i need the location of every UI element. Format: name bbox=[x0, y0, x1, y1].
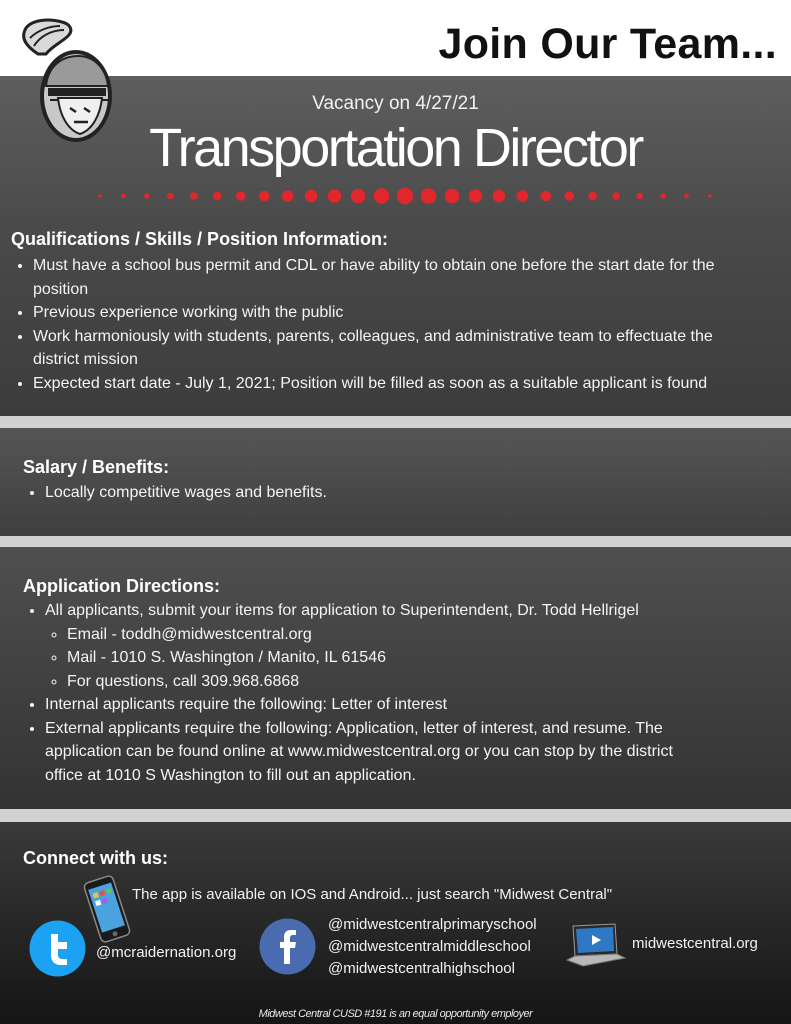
list-item: • Must have a school bus permit and CDL or have ability to obtain one before the start date for the position bbox=[33, 254, 751, 301]
divider-dot bbox=[374, 188, 390, 204]
divider-dot bbox=[282, 190, 294, 202]
divider-dot bbox=[328, 189, 342, 203]
salary-heading: Salary / Benefits: bbox=[23, 457, 170, 477]
divider-dot bbox=[259, 191, 270, 202]
application-list bbox=[23, 599, 713, 787]
list-item: • Expected start date - July 1, 2021; Position will be filled as soon as a suitable applicant is found bbox=[33, 372, 751, 396]
list-item: • Locally competitive wages and benefits. bbox=[45, 481, 763, 505]
qualifications-list bbox=[11, 254, 751, 395]
divider bbox=[0, 416, 791, 428]
divider-dot bbox=[708, 194, 712, 198]
connect-heading: Connect with us: bbox=[23, 848, 168, 868]
divider-dot bbox=[588, 192, 597, 201]
application-heading: Application Directions: bbox=[23, 576, 221, 596]
facebook-handle[interactable]: @midwestcentralmiddleschool bbox=[328, 938, 531, 955]
mail-item: ◦ Mail - 1010 S. Washington / Manito, IL 61546 bbox=[67, 646, 713, 670]
divider-dot bbox=[660, 193, 666, 199]
phone-item: ◦ For questions, call 309.968.6868 bbox=[67, 670, 713, 694]
divider-dot bbox=[469, 189, 483, 203]
footer-note: Midwest Central CUSD #191 is an equal opportunity employer bbox=[258, 1008, 533, 1020]
job-title: Transportation Director bbox=[149, 118, 642, 178]
facebook-icon[interactable] bbox=[259, 918, 316, 975]
email-item: ◦ Email - toddh@midwestcentral.org bbox=[67, 623, 713, 647]
twitter-handle[interactable]: @mcraidernation.org bbox=[96, 944, 237, 961]
divider-dot bbox=[167, 193, 174, 200]
divider-dot bbox=[236, 191, 246, 201]
knight-helmet-logo bbox=[18, 16, 118, 146]
divider-dot bbox=[445, 189, 460, 204]
divider-dot bbox=[351, 189, 366, 204]
divider-dot bbox=[190, 192, 198, 200]
list-item: • External applicants require the following: Application, letter of interest, and resume. The application can be found online at www.midwestcentral.org or you can stop by the district office at 1010 S Washington to fill out an application. bbox=[45, 717, 713, 788]
header-title: Join Our Team... bbox=[438, 20, 777, 68]
application-main: All applicants, submit your items for application to Superintendent, Dr. Todd Hellrigel bbox=[45, 602, 639, 619]
header bbox=[0, 0, 791, 76]
list-item: • Internal applicants require the following: Letter of interest bbox=[45, 693, 713, 717]
list-item bbox=[45, 599, 713, 693]
app-info: The app is available on IOS and Android... just search "Midwest Central" bbox=[132, 886, 613, 903]
phone-icon bbox=[80, 874, 134, 944]
divider-dot bbox=[684, 194, 689, 199]
divider-dot bbox=[564, 191, 574, 201]
divider-dot bbox=[493, 190, 506, 203]
facebook-handles bbox=[328, 914, 537, 980]
divider-dot bbox=[517, 190, 529, 202]
divider-dot bbox=[421, 188, 437, 204]
list-item: • Work harmoniously with students, parents, colleagues, and administrative team to effectuate the district mission bbox=[33, 325, 751, 372]
laptop-icon bbox=[563, 920, 627, 972]
divider-dot bbox=[213, 192, 222, 201]
vacancy-date: Vacancy on 4/27/21 bbox=[312, 93, 479, 114]
divider-dot bbox=[305, 190, 318, 203]
divider bbox=[0, 536, 791, 547]
facebook-handle[interactable]: @midwestcentralhighschool bbox=[328, 960, 515, 977]
qualifications-heading: Qualifications / Skills / Position Information: bbox=[11, 229, 389, 249]
divider bbox=[0, 809, 791, 822]
divider-dot bbox=[121, 194, 126, 199]
dot-divider bbox=[0, 186, 791, 206]
facebook-handle[interactable]: @midwestcentralprimaryschool bbox=[328, 916, 537, 933]
website-link[interactable]: midwestcentral.org bbox=[632, 935, 758, 952]
divider-dot bbox=[397, 188, 414, 205]
salary-list bbox=[23, 481, 763, 505]
divider-dot bbox=[612, 192, 620, 200]
divider-dot bbox=[144, 193, 150, 199]
divider-dot bbox=[540, 191, 551, 202]
divider-dot bbox=[636, 193, 643, 200]
list-item: • Previous experience working with the public bbox=[33, 301, 751, 325]
divider-dot bbox=[98, 194, 102, 198]
twitter-icon[interactable] bbox=[29, 920, 86, 977]
